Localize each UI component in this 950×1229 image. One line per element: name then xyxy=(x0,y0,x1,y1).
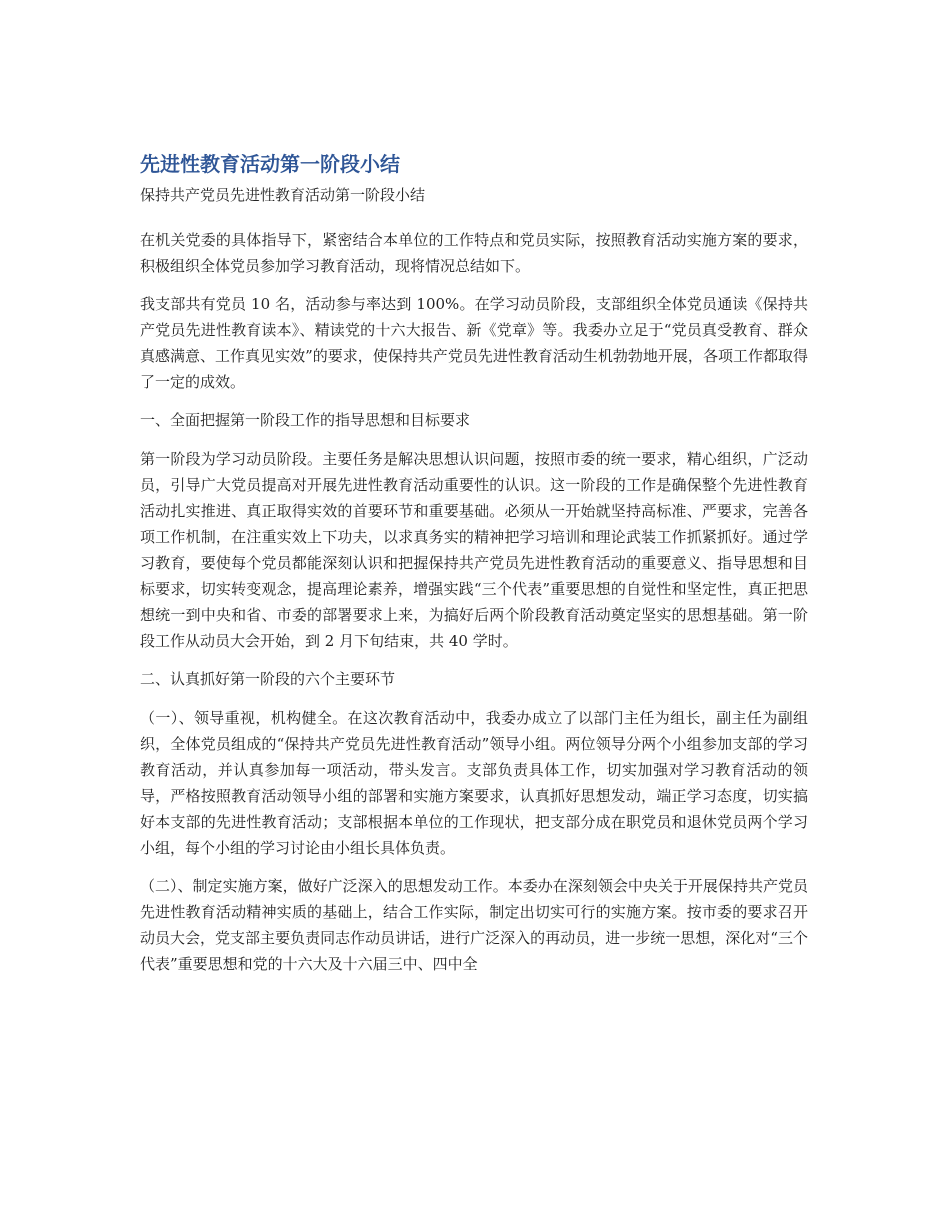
document-page xyxy=(140,150,808,989)
document-subtitle: 保持共产党员先进性教育活动第一阶段小结 xyxy=(140,186,426,204)
membership-paragraph: 我支部共有党员 10 名，活动参与率达到 100%。在学习动员阶段，支部组织全体党员通读《保持共产党员先进性教育读本》、精读党的十六大报告、新《党章》等。我委办立足于“党员真受教育、群众真感满意、工作真见实效”的要求，使保持共产党员先进性教育活动生机勃勃地开展，各项工作都取得了一定的成效。 xyxy=(140,295,808,391)
section-2-item-2-paragraph: （二）、制定实施方案，做好广泛深入的思想发动工作。本委办在深刻领会中央关于开展保持共产党员先进性教育活动精神实质的基础上，结合工作实际，制定出切实可行的实施方案。按市委的要求召开动员大会，党支部主要负责同志作动员讲话，进行广泛深入的再动员，进一步统一思想，深化对“三个代表”重要思想和党的十六大及十六届三中、四中全 xyxy=(140,877,808,973)
document-title: 先进性教育活动第一阶段小结 xyxy=(140,152,400,176)
section-1-paragraph: 第一阶段为学习动员阶段。主要任务是解决思想认识问题，按照市委的统一要求，精心组织，广泛动员，引导广大党员提高对开展先进性教育活动重要性的认识。这一阶段的工作是确保整个先进性教育活动扎实推进、真正取得实效的首要环节和重要基础。必须从一开始就坚持高标准、严要求，完善各项工作机制，在注重实效上下功夫，以求真务实的精神把学习培训和理论武装工作抓紧抓好。通过学习教育，要使每个党员都能深刻认识和把握保持共产党员先进性教育活动的重要意义、指导思想和目标要求，切实转变观念，提高理论素养，增强实践“三个代表”重要思想的自觉性和坚定性，真正把思想统一到中央和省、市委的部署要求上来，为搞好后两个阶段教育活动奠定坚实的思想基础。第一阶段工作从动员大会开始，到 2 月下旬结束，共 40 学时。 xyxy=(140,450,808,650)
section-heading-2: 二、认真抓好第一阶段的六个主要环节 xyxy=(140,670,396,688)
section-heading-1: 一、全面把握第一阶段工作的指导思想和目标要求 xyxy=(140,411,471,429)
section-2-item-1-paragraph: （一）、领导重视，机构健全。在这次教育活动中，我委办成立了以部门主任为组长，副主任为副组织，全体党员组成的“保持共产党员先进性教育活动”领导小组。两位领导分两个小组参加支部的学习教育活动，并认真参加每一项活动，带头发言。支部负责具体工作，切实加强对学习教育活动的领导，严格按照教育活动领导小组的部署和实施方案要求，认真抓好思想发动，端正学习态度，切实搞好本支部的先进性教育活动；支部根据本单位的工作现状，把支部分成在职党员和退休党员两个学习小组，每个小组的学习讨论由小组长具体负责。 xyxy=(140,709,808,857)
intro-paragraph: 在机关党委的具体指导下，紧密结合本单位的工作特点和党员实际，按照教育活动实施方案的要求，积极组织全体党员参加学习教育活动，现将情况总结如下。 xyxy=(140,231,808,275)
